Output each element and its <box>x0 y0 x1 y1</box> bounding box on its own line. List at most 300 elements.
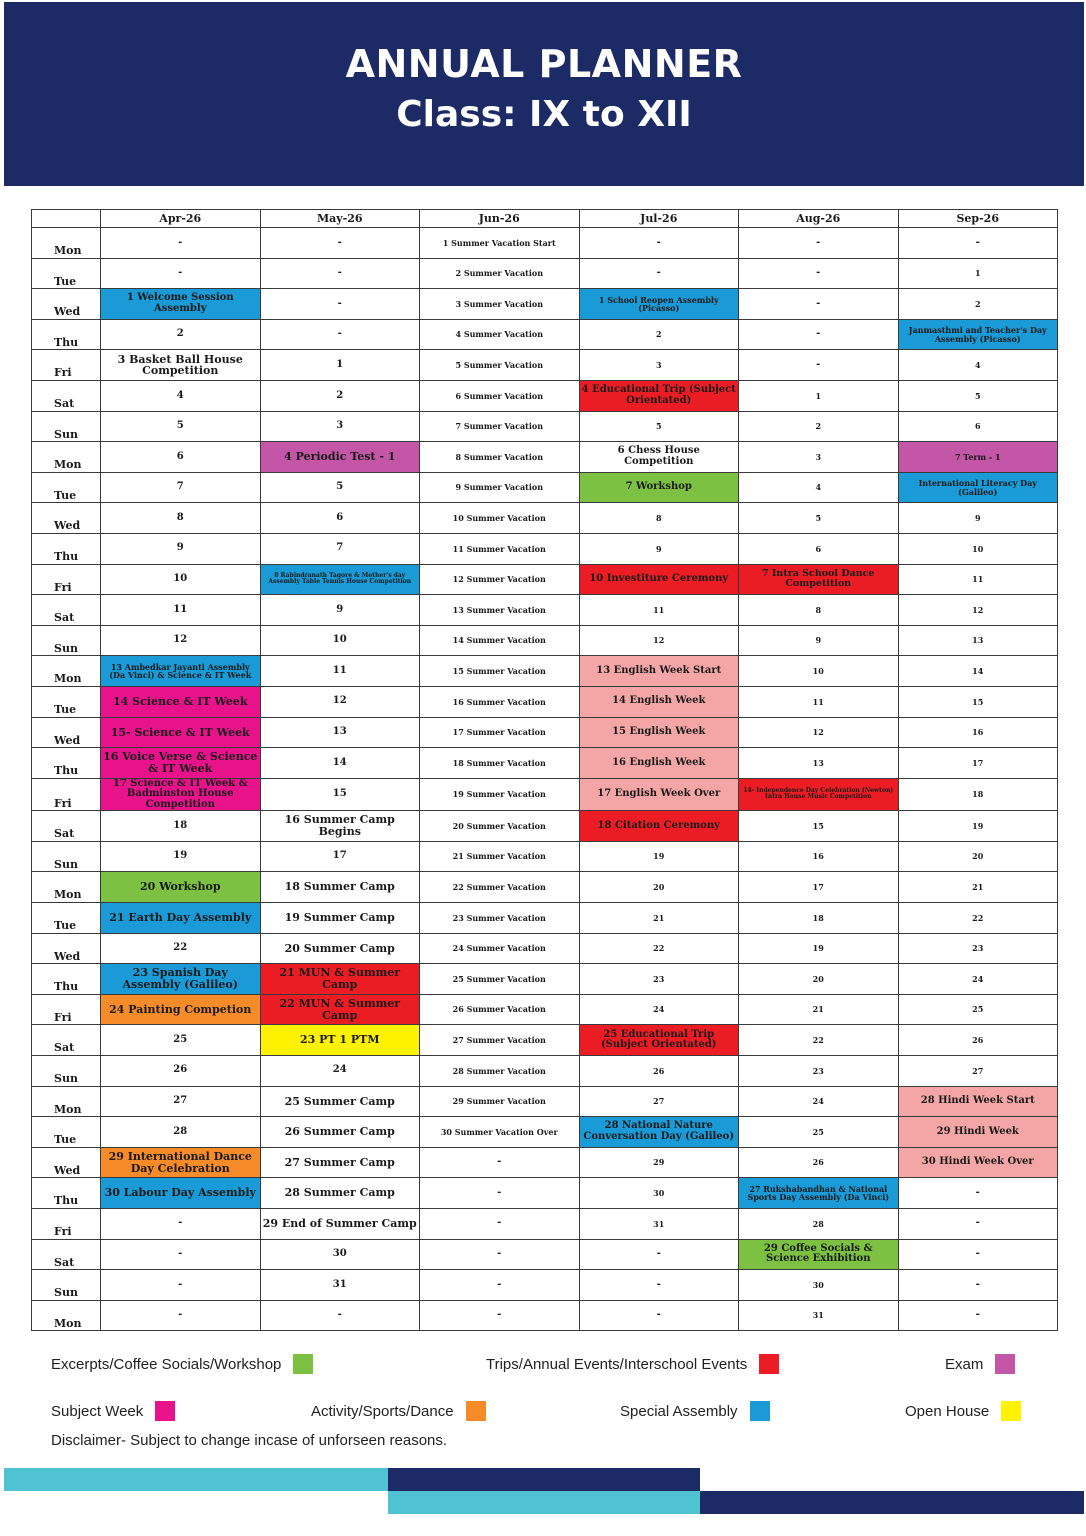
date-cell: 14 Summer Vacation <box>420 625 580 656</box>
date-cell: 18 <box>739 902 899 933</box>
day-label: Sat <box>32 1025 101 1056</box>
planner-row <box>32 1117 1058 1148</box>
event-cell-purple: 7 Term - 1 <box>898 442 1058 473</box>
date-cell: 1 Summer Vacation Start <box>420 228 580 259</box>
date-cell: 2 Summer Vacation <box>420 258 580 289</box>
date-cell: 22 <box>739 1025 899 1056</box>
date-cell: 9 <box>739 625 899 656</box>
planner-row <box>32 872 1058 903</box>
date-cell: 14 <box>898 656 1058 687</box>
planner-row <box>32 1270 1058 1301</box>
day-label: Tue <box>32 258 101 289</box>
date-cell: 4 Summer Vacation <box>420 319 580 350</box>
legend-label: Open House <box>905 1402 990 1420</box>
day-label: Wed <box>32 1147 101 1178</box>
disclaimer-text: Disclaimer- Subject to change incase of unforseen reasons. <box>51 1432 448 1449</box>
date-cell: 23 Summer Vacation <box>420 902 580 933</box>
event-cell-blue: International Literacy Day (Galileo) <box>898 472 1058 503</box>
date-cell: 28 Summer Camp <box>260 1178 420 1209</box>
planner-row <box>32 319 1058 350</box>
date-cell: - <box>420 1208 580 1239</box>
date-cell: - <box>898 1239 1058 1270</box>
date-cell: 13 Summer Vacation <box>420 595 580 626</box>
date-cell: 3 Basket Ball House Competition <box>101 350 261 381</box>
day-label: Wed <box>32 289 101 320</box>
date-cell: 3 Summer Vacation <box>420 289 580 320</box>
planner-row <box>32 350 1058 381</box>
event-cell-red: 22 MUN & Summer Camp <box>260 994 420 1025</box>
date-cell: - <box>739 228 899 259</box>
day-label: Fri <box>32 350 101 381</box>
date-cell: 20 <box>739 964 899 995</box>
blue-swatch-icon <box>750 1401 770 1421</box>
planner-row <box>32 902 1058 933</box>
date-cell: - <box>101 1270 261 1301</box>
month-header: Jul-26 <box>579 210 739 228</box>
event-cell-rose: 14 English Week <box>579 686 739 717</box>
date-cell: 19 Summer Camp <box>260 902 420 933</box>
date-cell: 6 <box>260 503 420 534</box>
date-cell: 20 Summer Camp <box>260 933 420 964</box>
day-label: Wed <box>32 503 101 534</box>
date-cell: 3 <box>739 442 899 473</box>
planner-row <box>32 503 1058 534</box>
planner-row <box>32 841 1058 872</box>
event-cell-red: 18 Citation Ceremony <box>579 811 739 842</box>
date-cell: 15 <box>739 811 899 842</box>
date-cell: 9 <box>101 533 261 564</box>
planner-row <box>32 1055 1058 1086</box>
day-label: Tue <box>32 1117 101 1148</box>
date-cell: 29 Summer Vacation <box>420 1086 580 1117</box>
date-cell: 15 <box>898 686 1058 717</box>
date-cell: - <box>420 1178 580 1209</box>
date-cell: 12 <box>898 595 1058 626</box>
date-cell: 24 <box>579 994 739 1025</box>
date-cell: 30 <box>260 1239 420 1270</box>
planner-row <box>32 442 1058 473</box>
date-cell: 31 <box>739 1300 899 1331</box>
pink-swatch-icon <box>155 1401 175 1421</box>
event-cell-red: 7 Intra School Dance Competition <box>739 564 899 595</box>
event-cell-pink: 16 Voice Verse & Science & IT Week <box>101 748 261 779</box>
green-swatch-icon <box>293 1354 313 1374</box>
month-header: Jun-26 <box>420 210 580 228</box>
date-cell: - <box>579 258 739 289</box>
date-cell: - <box>260 289 420 320</box>
event-cell-blue: 23 Spanish Day Assembly (Galileo) <box>101 964 261 995</box>
date-cell: 13 <box>739 748 899 779</box>
date-cell: 8 <box>101 503 261 534</box>
planner-row <box>32 595 1058 626</box>
event-cell-orange: 24 Painting Competion <box>101 994 261 1025</box>
date-cell: 23 <box>579 964 739 995</box>
planner-row <box>32 1147 1058 1178</box>
date-cell: 24 <box>739 1086 899 1117</box>
date-cell: 30 <box>739 1270 899 1301</box>
date-cell: 25 <box>739 1117 899 1148</box>
date-cell: - <box>739 289 899 320</box>
date-cell: 26 Summer Camp <box>260 1117 420 1148</box>
date-cell: - <box>101 1300 261 1331</box>
event-cell-blue: 1 School Reopen Assembly (Picasso) <box>579 289 739 320</box>
planner-row <box>32 686 1058 717</box>
date-cell: 17 <box>739 872 899 903</box>
date-cell: 13 <box>260 717 420 748</box>
date-cell: - <box>579 1270 739 1301</box>
date-cell: - <box>101 1239 261 1270</box>
event-cell-blue: 1 Welcome Session Assembly <box>101 289 261 320</box>
date-cell: 27 <box>898 1055 1058 1086</box>
planner-table <box>31 209 1058 1331</box>
date-cell: 5 <box>260 472 420 503</box>
day-label: Sat <box>32 811 101 842</box>
day-label: Thu <box>32 748 101 779</box>
day-label: Sat <box>32 595 101 626</box>
month-header-row <box>32 210 1058 228</box>
day-label: Sun <box>32 411 101 442</box>
date-cell: 27 Summer Camp <box>260 1147 420 1178</box>
date-cell: 1 <box>739 380 899 411</box>
date-cell: 11 <box>260 656 420 687</box>
date-cell: 6 <box>101 442 261 473</box>
date-cell: 11 Summer Vacation <box>420 533 580 564</box>
date-cell: 26 <box>898 1025 1058 1056</box>
planner-row <box>32 472 1058 503</box>
page-title: ANNUAL PLANNER <box>345 42 743 86</box>
date-cell: 17 Summer Vacation <box>420 717 580 748</box>
date-cell: - <box>898 228 1058 259</box>
yellow-swatch-icon <box>1001 1401 1021 1421</box>
date-cell: 16 <box>898 717 1058 748</box>
date-cell: 2 <box>579 319 739 350</box>
purple-swatch-icon <box>995 1354 1015 1374</box>
date-cell: 10 <box>739 656 899 687</box>
date-cell: 25 <box>898 994 1058 1025</box>
date-cell: 18 <box>898 778 1058 811</box>
day-label: Sun <box>32 1270 101 1301</box>
date-cell: 12 <box>101 625 261 656</box>
event-cell-rose: 13 English Week Start <box>579 656 739 687</box>
event-cell-green: 7 Workshop <box>579 472 739 503</box>
day-label: Fri <box>32 994 101 1025</box>
date-cell: 30 <box>579 1178 739 1209</box>
date-cell: 6 <box>739 533 899 564</box>
planner-row <box>32 933 1058 964</box>
date-cell: 26 <box>101 1055 261 1086</box>
day-label: Tue <box>32 472 101 503</box>
legend-label: Excerpts/Coffee Socials/Workshop <box>51 1355 282 1373</box>
date-cell: 3 <box>260 411 420 442</box>
date-cell: - <box>260 228 420 259</box>
event-cell-rose: 16 English Week <box>579 748 739 779</box>
date-cell: 6 Chess House Competition <box>579 442 739 473</box>
day-label: Fri <box>32 564 101 595</box>
planner-row <box>32 1025 1058 1056</box>
date-cell: - <box>739 319 899 350</box>
date-cell: 25 <box>101 1025 261 1056</box>
date-cell: 4 <box>898 350 1058 381</box>
date-cell: - <box>101 1208 261 1239</box>
planner-row <box>32 411 1058 442</box>
planner-body <box>32 228 1058 1331</box>
date-cell: 24 <box>898 964 1058 995</box>
date-cell: 9 <box>579 533 739 564</box>
date-cell: 11 <box>101 595 261 626</box>
event-cell-red: 14- Independence Day Celebration (Newton) Intra House Music Competition <box>739 778 899 811</box>
date-cell: 4 <box>101 380 261 411</box>
date-cell: 18 Summer Vacation <box>420 748 580 779</box>
date-cell: 21 Summer Vacation <box>420 841 580 872</box>
day-label: Tue <box>32 902 101 933</box>
legend-label: Exam <box>945 1355 984 1373</box>
date-cell: 19 <box>739 933 899 964</box>
event-cell-yellow: 23 PT 1 PTM <box>260 1025 420 1056</box>
legend-label: Subject Week <box>51 1402 144 1420</box>
date-cell: 23 <box>739 1055 899 1086</box>
date-cell: - <box>260 258 420 289</box>
date-cell: 15 <box>260 778 420 811</box>
event-cell-red: 10 Investiture Ceremony <box>579 564 739 595</box>
planner-row <box>32 533 1058 564</box>
date-cell: 5 <box>739 503 899 534</box>
date-cell: 7 <box>101 472 261 503</box>
date-cell: 22 <box>898 902 1058 933</box>
date-cell: 19 <box>898 811 1058 842</box>
date-cell: 27 Summer Vacation <box>420 1025 580 1056</box>
date-cell: 14 <box>260 748 420 779</box>
planner-row <box>32 258 1058 289</box>
date-cell: 11 <box>898 564 1058 595</box>
day-label: Thu <box>32 964 101 995</box>
date-cell: 12 <box>579 625 739 656</box>
date-cell: 21 <box>739 994 899 1025</box>
date-cell: 29 End of Summer Camp <box>260 1208 420 1239</box>
planner-row <box>32 228 1058 259</box>
event-cell-pink: 14 Science & IT Week <box>101 686 261 717</box>
day-label: Tue <box>32 686 101 717</box>
legend-item-yellow <box>905 1401 1021 1421</box>
date-cell: - <box>898 1178 1058 1209</box>
page-subtitle: Class: IX to XII <box>396 94 692 135</box>
day-label: Thu <box>32 533 101 564</box>
date-cell: 10 Summer Vacation <box>420 503 580 534</box>
date-cell: - <box>579 228 739 259</box>
day-label: Mon <box>32 656 101 687</box>
date-cell: 6 Summer Vacation <box>420 380 580 411</box>
date-cell: - <box>579 1239 739 1270</box>
planner-row <box>32 625 1058 656</box>
date-cell: - <box>898 1208 1058 1239</box>
date-cell: - <box>898 1270 1058 1301</box>
planner-row <box>32 778 1058 811</box>
event-cell-blue: 30 Labour Day Assembly <box>101 1178 261 1209</box>
header-banner <box>4 2 1084 186</box>
date-cell: 21 <box>579 902 739 933</box>
event-cell-red: 4 Educational Trip (Subject Orientated) <box>579 380 739 411</box>
date-cell: - <box>579 1300 739 1331</box>
planner-row <box>32 1239 1058 1270</box>
date-cell: 16 Summer Vacation <box>420 686 580 717</box>
planner-row <box>32 656 1058 687</box>
date-cell: 18 <box>101 811 261 842</box>
day-label: Sat <box>32 1239 101 1270</box>
date-cell: 4 <box>739 472 899 503</box>
date-cell: 26 <box>739 1147 899 1178</box>
event-cell-green: 20 Workshop <box>101 872 261 903</box>
date-cell: - <box>420 1270 580 1301</box>
planner-row <box>32 717 1058 748</box>
date-cell: 8 Summer Vacation <box>420 442 580 473</box>
planner-row <box>32 811 1058 842</box>
date-cell: 24 Summer Vacation <box>420 933 580 964</box>
date-cell: - <box>739 350 899 381</box>
date-cell: 2 <box>101 319 261 350</box>
date-cell: 9 <box>898 503 1058 534</box>
date-cell: - <box>420 1300 580 1331</box>
date-cell: 22 Summer Vacation <box>420 872 580 903</box>
planner-row <box>32 1178 1058 1209</box>
date-cell: 3 <box>579 350 739 381</box>
date-cell: 22 <box>101 933 261 964</box>
date-cell: - <box>101 258 261 289</box>
date-cell: 26 Summer Vacation <box>420 994 580 1025</box>
day-label: Mon <box>32 1086 101 1117</box>
date-cell: 16 <box>739 841 899 872</box>
date-cell: - <box>739 258 899 289</box>
date-cell: 5 <box>898 380 1058 411</box>
date-cell: 18 Summer Camp <box>260 872 420 903</box>
date-cell: 10 <box>260 625 420 656</box>
event-cell-orange: 29 International Dance Day Celebration <box>101 1147 261 1178</box>
date-cell: 17 <box>260 841 420 872</box>
date-cell: 28 Summer Vacation <box>420 1055 580 1086</box>
footer-bar-navy-mid <box>388 1468 700 1491</box>
red-swatch-icon <box>759 1354 779 1374</box>
date-cell: 22 <box>579 933 739 964</box>
date-cell: 30 Summer Vacation Over <box>420 1117 580 1148</box>
planner-row <box>32 994 1058 1025</box>
date-cell: 12 <box>739 717 899 748</box>
date-cell: 27 <box>579 1086 739 1117</box>
date-cell: 13 <box>898 625 1058 656</box>
date-cell: 16 Summer Camp Begins <box>260 811 420 842</box>
date-cell: 20 <box>898 841 1058 872</box>
event-cell-rose: 30 Hindi Week Over <box>898 1147 1058 1178</box>
footer-bar-teal-left <box>4 1468 388 1491</box>
date-cell: 7 <box>260 533 420 564</box>
day-label: Sun <box>32 841 101 872</box>
date-cell: 29 <box>579 1147 739 1178</box>
date-cell: - <box>420 1147 580 1178</box>
event-cell-red: 25 Educational Trip (Subject Orientated) <box>579 1025 739 1056</box>
legend-item-orange <box>311 1401 486 1421</box>
day-label: Sun <box>32 1055 101 1086</box>
event-cell-pink: 15- Science & IT Week <box>101 717 261 748</box>
planner-row <box>32 748 1058 779</box>
event-cell-blue: 27 Rukshabandhan & National Sports Day Assembly (Da Vinci) <box>739 1178 899 1209</box>
date-cell: 27 <box>101 1086 261 1117</box>
date-cell: 28 <box>739 1208 899 1239</box>
date-cell: 23 <box>898 933 1058 964</box>
footer-bar-navy-right <box>700 1491 1084 1514</box>
legend-item-green <box>51 1354 313 1374</box>
event-cell-red: 21 MUN & Summer Camp <box>260 964 420 995</box>
day-label: Wed <box>32 717 101 748</box>
date-cell: 19 Summer Vacation <box>420 778 580 811</box>
event-cell-blue: 8 Rabindranath Tagore & Mother's day Assembly Table Tennis House Competition <box>260 564 420 595</box>
date-cell: 5 <box>101 411 261 442</box>
date-cell: 28 <box>101 1117 261 1148</box>
date-cell: 5 Summer Vacation <box>420 350 580 381</box>
date-cell: - <box>420 1239 580 1270</box>
day-label: Sat <box>32 380 101 411</box>
planner-row <box>32 289 1058 320</box>
date-cell: 10 <box>101 564 261 595</box>
event-cell-rose: 15 English Week <box>579 717 739 748</box>
date-cell: 7 Summer Vacation <box>420 411 580 442</box>
day-label: Wed <box>32 933 101 964</box>
date-cell: 17 <box>898 748 1058 779</box>
date-cell: 2 <box>260 380 420 411</box>
date-cell: 11 <box>739 686 899 717</box>
legend-item-blue <box>620 1401 770 1421</box>
day-label: Thu <box>32 319 101 350</box>
day-label: Fri <box>32 778 101 811</box>
date-cell: 20 Summer Vacation <box>420 811 580 842</box>
event-cell-rose: 29 Hindi Week <box>898 1117 1058 1148</box>
date-cell: 6 <box>898 411 1058 442</box>
planner-row <box>32 564 1058 595</box>
day-label: Sun <box>32 625 101 656</box>
date-cell: - <box>260 319 420 350</box>
event-cell-blue: 28 National Nature Conversation Day (Galileo) <box>579 1117 739 1148</box>
corner-cell <box>32 210 101 228</box>
date-cell: - <box>101 228 261 259</box>
date-cell: 5 <box>579 411 739 442</box>
date-cell: 31 <box>579 1208 739 1239</box>
day-label: Mon <box>32 872 101 903</box>
date-cell: 9 Summer Vacation <box>420 472 580 503</box>
date-cell: - <box>898 1300 1058 1331</box>
legend-label: Trips/Annual Events/Interschool Events <box>486 1355 748 1373</box>
orange-swatch-icon <box>466 1401 486 1421</box>
date-cell: 20 <box>579 872 739 903</box>
planner-row <box>32 1208 1058 1239</box>
date-cell: 12 Summer Vacation <box>420 564 580 595</box>
month-header: Apr-26 <box>101 210 261 228</box>
date-cell: - <box>260 1300 420 1331</box>
legend-label: Special Assembly <box>620 1402 738 1420</box>
date-cell: 24 <box>260 1055 420 1086</box>
date-cell: 25 Summer Vacation <box>420 964 580 995</box>
event-cell-rose: 28 Hindi Week Start <box>898 1086 1058 1117</box>
footer-bar-teal-mid <box>388 1491 700 1514</box>
date-cell: 8 <box>739 595 899 626</box>
date-cell: 2 <box>739 411 899 442</box>
date-cell: 2 <box>898 289 1058 320</box>
legend-label: Activity/Sports/Dance <box>311 1402 454 1420</box>
planner-row <box>32 380 1058 411</box>
legend-item-pink <box>51 1401 175 1421</box>
day-label: Thu <box>32 1178 101 1209</box>
day-label: Mon <box>32 442 101 473</box>
date-cell: 19 <box>101 841 261 872</box>
legend-item-purple <box>945 1354 1015 1374</box>
date-cell: 9 <box>260 595 420 626</box>
date-cell: 19 <box>579 841 739 872</box>
date-cell: 1 <box>898 258 1058 289</box>
